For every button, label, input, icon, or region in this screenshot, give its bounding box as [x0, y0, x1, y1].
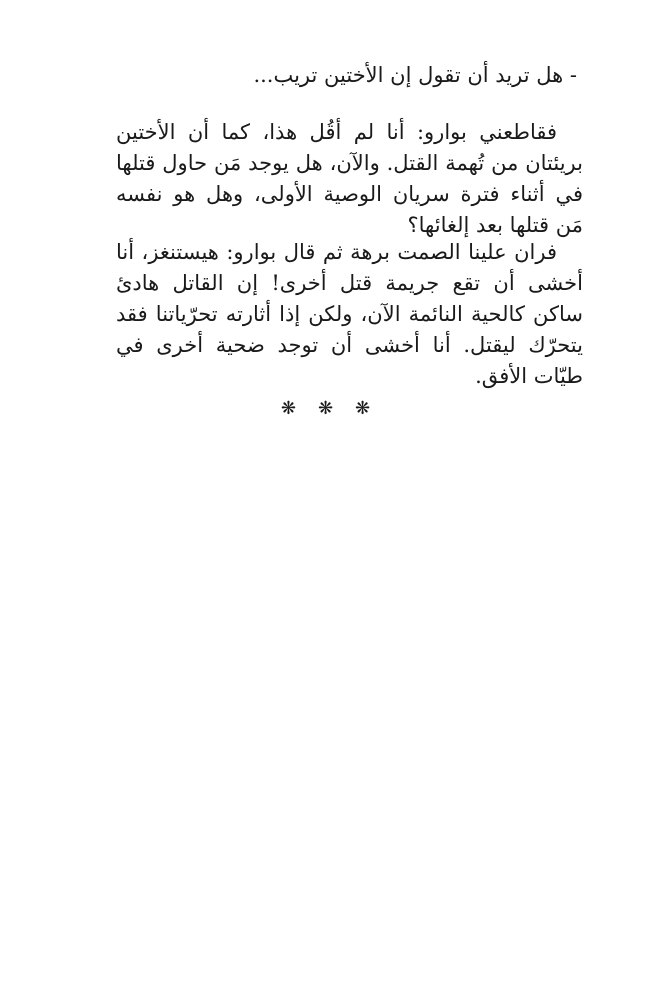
section-separator: ❋❋❋ — [280, 398, 393, 419]
paragraph-1-block — [116, 117, 583, 241]
dialogue-line: - هل تريد أن تقول إن الأختين تريب... — [253, 63, 577, 87]
paragraph-2-block — [116, 237, 583, 392]
dialogue-line-block — [116, 60, 583, 91]
paragraph-1: فقاطعني بوارو: أنا لم أقُل هذا، كما أن الأختين بريئتان من تُهمة القتل. والآن، هل يوجد مَن حاول قتلها في أثناء فترة سريان الوصية الأولى، وهل هو نفسه مَن قتلها بعد إلغائها؟ — [116, 120, 583, 237]
paragraph-2: فران علينا الصمت برهة ثم قال بوارو: هيستنغز، أنا أخشى أن تقع جريمة قتل أخرى! إن القاتل هادئ ساكن كالحية النائمة الآن، ولكن إذا أثارته تحرّياتنا فقد يتحرّك ليقتل. أنا أخشى أن توجد ضحية أخرى في طيّات الأفق. — [116, 240, 583, 388]
